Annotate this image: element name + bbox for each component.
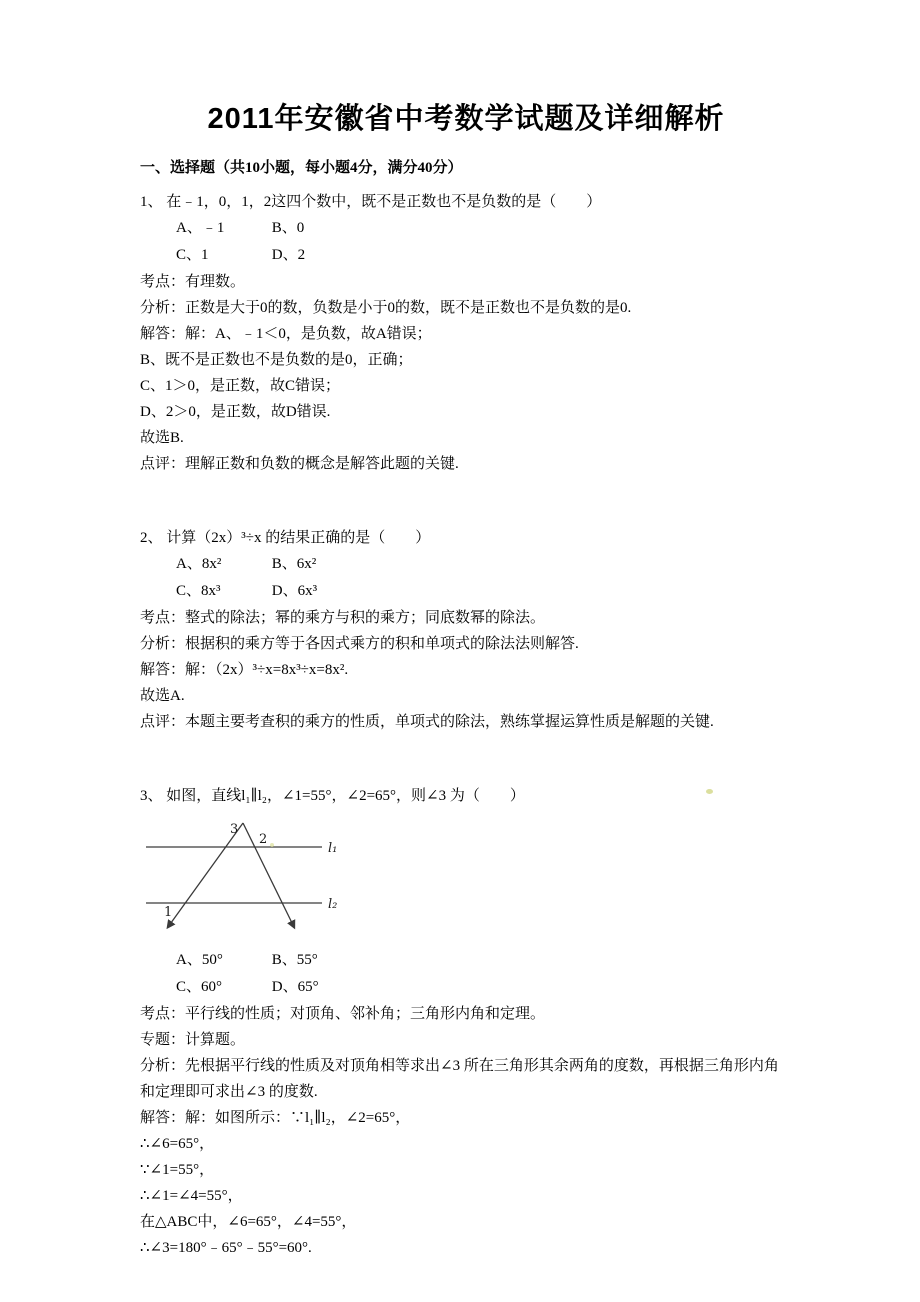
- question-2: [140, 525, 792, 735]
- solution-line: ∴∠6=65°，: [140, 1136, 215, 1152]
- question-1-stem: 1、 在﹣1，0，1，2这四个数中，既不是正数也不是负数的是（ ）: [140, 194, 602, 210]
- option-d: D、2: [271, 247, 306, 263]
- angle-3-label: 3: [230, 822, 239, 837]
- exam-point-line: 考点：平行线的性质；对顶角、邻补角；三角形内角和定理。: [140, 1006, 546, 1022]
- topic-line: 专题：计算题。: [140, 1032, 246, 1048]
- option-b: B、0: [271, 220, 305, 236]
- option-d: D、65°: [271, 979, 319, 995]
- question-3-figure: [142, 817, 370, 937]
- scan-speck-icon: [706, 789, 713, 794]
- option-c: C、60°: [176, 979, 223, 995]
- analysis-line: 分析：正数是大于0的数，负数是小于0的数，既不是正数也不是负数的是0.: [140, 300, 632, 316]
- comment-line: 点评：理解正数和负数的概念是解答此题的关键.: [140, 456, 459, 472]
- solution-line: 解答：解：如图所示：∵l₁∥l₂，∠2=65°，: [140, 1110, 411, 1126]
- question-3-options-row-2: [140, 974, 792, 1001]
- transversal-left: [168, 823, 243, 927]
- solution-line: ∵∠1=55°，: [140, 1162, 215, 1178]
- scan-speck-icon: [270, 843, 274, 847]
- solution-line: 解答：解：A、﹣1＜0，是负数，故A错误；: [140, 326, 432, 342]
- option-b: B、55°: [271, 952, 318, 968]
- geometry-diagram: [142, 817, 370, 937]
- option-b: B、6x²: [271, 556, 317, 572]
- answer-line: 故选B.: [140, 430, 184, 446]
- question-3: [140, 783, 792, 1261]
- question-2-stem: 2、 计算（2x）³÷x 的结果正确的是（ ）: [140, 530, 431, 546]
- answer-line: 故选A.: [140, 688, 185, 704]
- question-3-options-row-1: [140, 947, 792, 974]
- exam-point-line: 考点：有理数。: [140, 274, 246, 290]
- question-3-stem: 3、 如图，直线l₁∥l₂，∠1=55°，∠2=65°，则∠3 为（ ）: [140, 788, 525, 804]
- option-c: C、8x³: [176, 583, 221, 599]
- line-l2-label: l₂: [328, 897, 338, 912]
- exam-point-line: 考点：整式的除法；幂的乘方与积的乘方；同底数幂的除法。: [140, 610, 546, 626]
- question-1-options-row-1: [140, 215, 792, 242]
- question-2-options-row-1: [140, 551, 792, 578]
- angle-1-label: 1: [164, 905, 173, 920]
- option-d: D、6x³: [271, 583, 318, 599]
- option-a: A、﹣1: [176, 220, 225, 236]
- solution-line: C、1＞0，是正数，故C错误；: [140, 378, 341, 394]
- line-l1-label: l₁: [328, 841, 338, 856]
- question-1: [140, 189, 792, 477]
- section-header: 一、选择题（共10小题，每小题4分，满分40分）: [140, 160, 463, 176]
- question-2-options-row-2: [140, 578, 792, 605]
- analysis-line: 分析：根据积的乘方等于各因式乘方的积和单项式的除法法则解答.: [140, 636, 579, 652]
- transversal-right: [243, 823, 294, 927]
- option-a: A、8x²: [176, 556, 222, 572]
- comment-line: 点评：本题主要考查积的乘方的性质，单项式的除法，熟练掌握运算性质是解题的关键.: [140, 714, 714, 730]
- analysis-line: 分析：先根据平行线的性质及对顶角相等求出∠3 所在三角形其余两角的度数，再根据三角形内角和定理即可求出∠3 的度数.: [140, 1058, 779, 1100]
- angle-2-label: 2: [259, 832, 268, 847]
- document-title: 2011年安徽省中考数学试题及详细解析: [207, 103, 725, 135]
- solution-line: ∴∠1=∠4=55°，: [140, 1188, 243, 1204]
- option-a: A、50°: [176, 952, 223, 968]
- question-1-options-row-2: [140, 242, 792, 269]
- solution-line: D、2＞0，是正数，故D错误.: [140, 404, 331, 420]
- solution-line: 解答：解：（2x）³÷x=8x³÷x=8x².: [140, 662, 349, 678]
- solution-line: B、既不是正数也不是负数的是0，正确；: [140, 352, 413, 368]
- solution-line: 在△ABC中，∠6=65°，∠4=55°，: [140, 1214, 357, 1230]
- option-c: C、1: [176, 247, 209, 263]
- solution-line: ∴∠3=180°﹣65°﹣55°=60°.: [140, 1240, 312, 1256]
